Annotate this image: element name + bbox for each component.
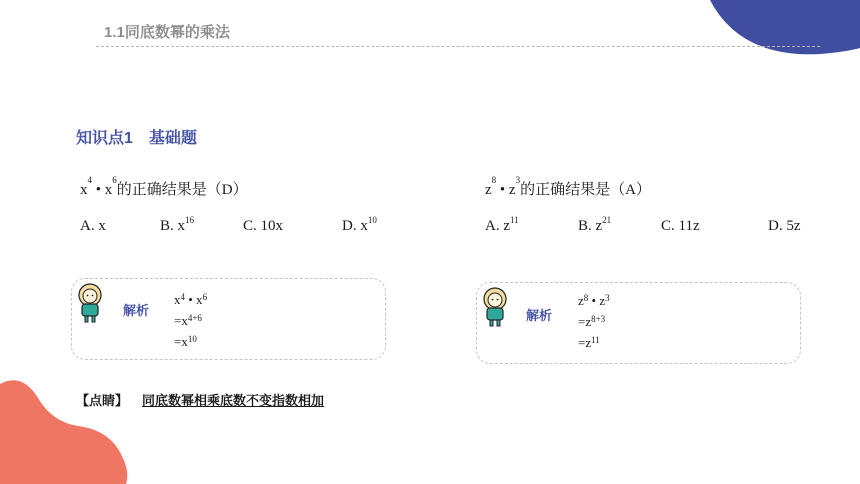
- q2-option-d: D. 5z: [768, 218, 801, 234]
- explanation-1-line-3: $=x^{10}$: [174, 334, 197, 349]
- section-title: 知识点1 基础题: [76, 130, 197, 147]
- student-mascot-icon: [482, 287, 508, 329]
- q2-option-b: B. $z^{21}$: [578, 215, 612, 234]
- tip-label: 【点睛】: [76, 393, 129, 408]
- explanation-label-1: 解析: [123, 303, 150, 318]
- explanation-2-line-2: $=z^{8+3}$: [578, 314, 606, 329]
- question-2: $z^8$ • $z^3$的正确结果是（A）: [485, 175, 651, 198]
- q1-option-c: C. 10x: [243, 218, 284, 234]
- explanation-box-1: [71, 278, 386, 360]
- q1-option-a: A. x: [80, 218, 106, 234]
- explanation-1-line-1: $x^4$ • $x^6$: [174, 292, 208, 307]
- page-title: 1.1同底数幂的乘法: [104, 24, 230, 41]
- question-1: $x^4$ • $x^6$的正确结果是（D）: [80, 175, 248, 198]
- tip-text: 同底数幂相乘底数不变指数相加: [142, 393, 325, 408]
- q2-option-a: A. $z^{11}$: [485, 215, 519, 234]
- q1-option-d: D. $x^{10}$: [342, 215, 377, 234]
- explanation-2-line-1: $z^8$ • $z^3$: [578, 293, 610, 308]
- header-divider: [96, 46, 820, 47]
- explanation-box-2: [476, 282, 801, 364]
- q2-option-c: C. 11z: [661, 218, 700, 234]
- corner-decoration-top-right: [700, 0, 860, 62]
- explanation-2-line-3: $=z^{11}$: [578, 335, 600, 350]
- explanation-label-2: 解析: [526, 308, 553, 323]
- q1-option-b: B. $x^{16}$: [160, 215, 195, 234]
- explanation-1-line-2: $=x^{4+6}$: [174, 313, 202, 328]
- student-mascot-icon: [77, 283, 103, 325]
